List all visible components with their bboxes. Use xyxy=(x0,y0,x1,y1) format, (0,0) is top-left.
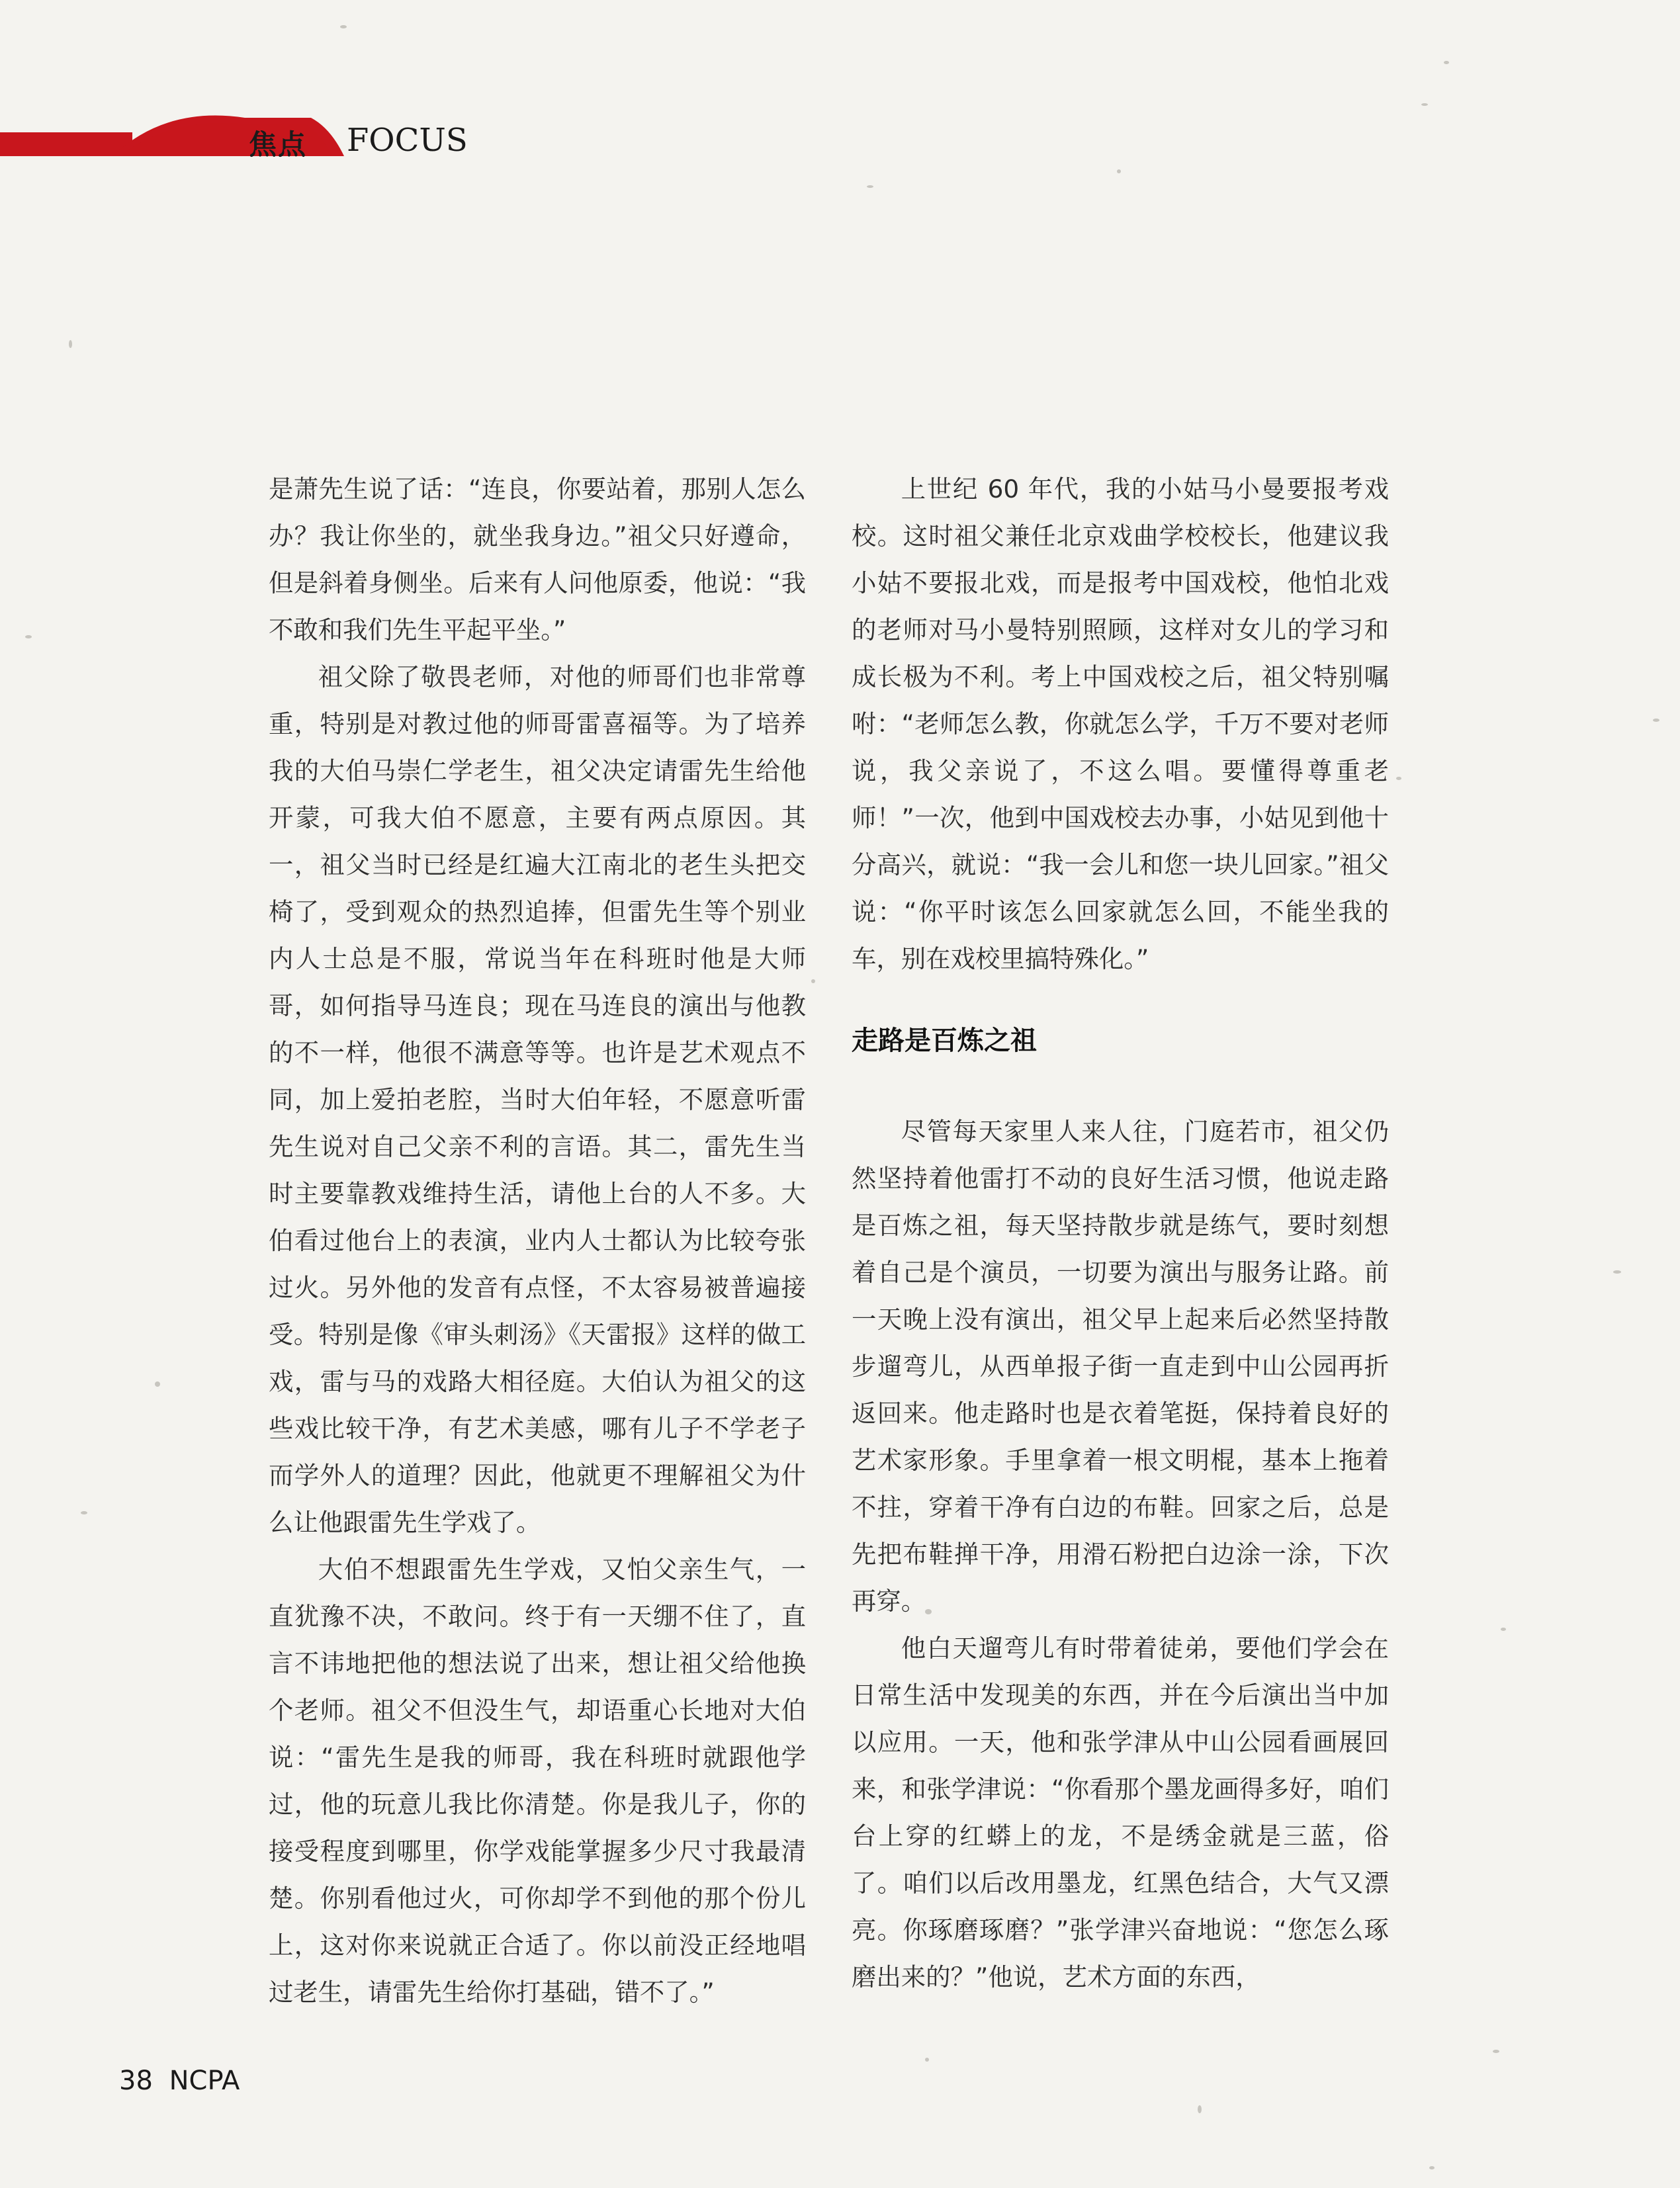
section-name-cn: 焦点 xyxy=(249,128,308,161)
paragraph: 大伯不想跟雷先生学戏，又怕父亲生气，一直犹豫不决，不敢问。终于有一天绷不住了，直言不讳地把他的想法说了出来，想让祖父给他换个老师。祖父不但没生气，却语重心长地对大伯说：“雷先生是我的师哥，我在科班时就跟他学过，他的玩意儿我比你清楚。你是我儿子，你的接受程度到哪里，你学戏能掌握多少尺寸我最清楚。你别看他过火，可你却学不到他的那个份儿上，这对你来说就正合适了。你以前没正经地唱过老生，请雷先生给你打基础，错不了。” xyxy=(269,1555,806,2007)
paragraph: 是萧先生说了话：“连良，你要站着，那别人怎么办？我让你坐的，就坐我身边。”祖父只好遵命，但是斜着身侧坐。后来有人问他原委，他说：“我不敢和我们先生平起平坐。” xyxy=(269,474,806,644)
paragraph: 尽管每天家里人来人往，门庭若市，祖父仍然坚持着他雷打不动的良好生活习惯，他说走路是百炼之祖，每天坚持散步就是练气，要时刻想着自己是个演员，一切要为演出与服务让路。前一天晚上没有演出，祖父早上起来后必然坚持散步遛弯儿，从西单报子街一直走到中山公园再折返回来。他走路时也是衣着笔挺，保持着良好的艺术家形象。手里拿着一根文明棍，基本上拖着不拄，穿着干净有白边的布鞋。回家之后，总是先把布鞋掸干净，用滑石粉把白边涂一涂，下次再穿。 xyxy=(852,1117,1389,1616)
article-column-right xyxy=(852,466,1389,2001)
section-name-en: FOCUS xyxy=(347,122,468,159)
magazine-name: NCPA xyxy=(169,2066,240,2096)
paragraph: 上世纪 60 年代，我的小姑马小曼要报考戏校。这时祖父兼任北京戏曲学校校长，他建议我小姑不要报北戏，而是报考中国戏校，他怕北戏的老师对马小曼特别照顾，这样对女儿的学习和成长极为不利。考上中国戏校之后，祖父特别嘱咐：“老师怎么教，你就怎么学，千万不要对老师说，我父亲说了，不这么唱。要懂得尊重老师！”一次，他到中国戏校去办事，小姑见到他十分高兴，就说：“我一会儿和您一块儿回家。”祖父说：“你平时该怎么回家就怎么回，不能坐我的车，别在戏校里搞特殊化。” xyxy=(852,474,1389,973)
page-folio xyxy=(119,2066,240,2096)
subheading: 走路是百炼之祖 xyxy=(852,1026,1037,1056)
article-column-left xyxy=(269,466,806,2016)
paragraph: 他白天遛弯儿有时带着徒弟，要他们学会在日常生活中发现美的东西，并在今后演出当中加以应用。一天，他和张学津从中山公园看画展回来，和张学津说：“你看那个墨龙画得多好，咱们台上穿的红蟒上的龙，不是绣金就是三蓝，俗了。咱们以后改用墨龙，红黑色结合，大气又漂亮。你琢磨琢磨？”张学津兴奋地说：“您怎么琢磨出来的？”他说，艺术方面的东西， xyxy=(852,1634,1389,1991)
paragraph: 祖父除了敬畏老师，对他的师哥们也非常尊重，特别是对教过他的师哥雷喜福等。为了培养我的大伯马崇仁学老生，祖父决定请雷先生给他开蒙，可我大伯不愿意，主要有两点原因。其一，祖父当时已经是红遍大江南北的老生头把交椅了，受到观众的热烈追捧，但雷先生等个别业内人士总是不服，常说当年在科班时他是大师哥，如何指导马连良；现在马连良的演出与他教的不一样，他很不满意等等。也许是艺术观点不同，加上爱拍老腔，当时大伯年轻，不愿意听雷先生说对自己父亲不利的言语。其二，雷先生当时主要靠教戏维持生活，请他上台的人不多。大伯看过他台上的表演，业内人士都认为比较夸张过火。另外他的发音有点怪，不太容易被普遍接受。特别是像《审头刺汤》《天雷报》这样的做工戏，雷与马的戏路大相径庭。大伯认为祖父的这些戏比较干净，有艺术美感，哪有儿子不学老子而学外人的道理？因此，他就更不理解祖父为什么让他跟雷先生学戏了。 xyxy=(269,662,806,1537)
page-number: 38 xyxy=(119,2066,153,2096)
